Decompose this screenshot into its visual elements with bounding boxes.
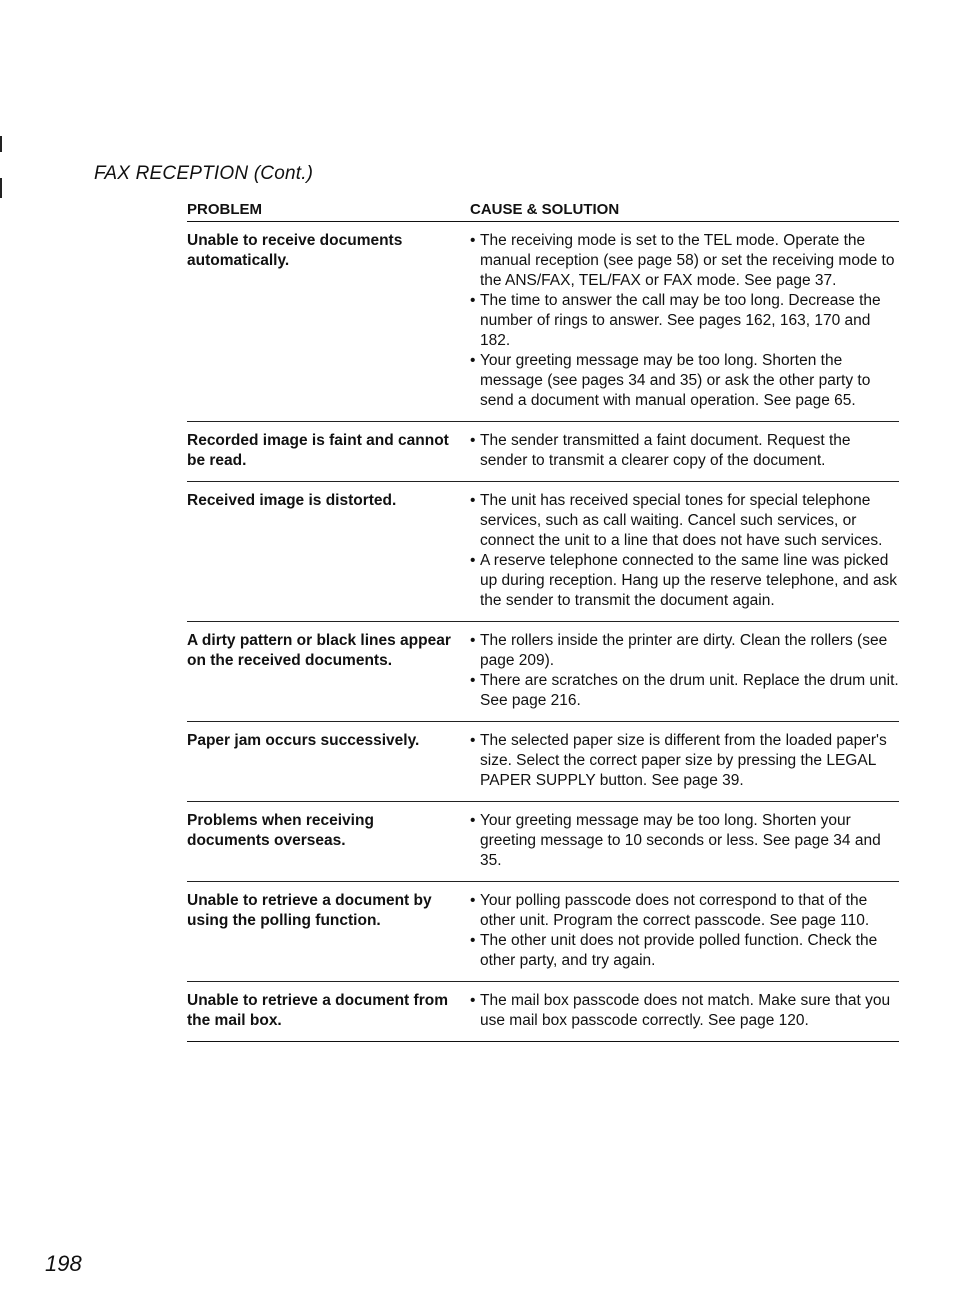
problem-text: Unable to retrieve a document from the mail box. xyxy=(187,992,448,1029)
cause-item: • The sender transmitted a faint document. Request the sender to transmit a clearer copy of the document. xyxy=(470,431,899,471)
cause-item: • There are scratches on the drum unit. Replace the drum unit. See page 216. xyxy=(470,671,899,711)
problem-text: Unable to receive documents automatically. xyxy=(187,232,403,269)
cause-list xyxy=(470,891,899,971)
problem-text: Unable to retrieve a document by using the polling function. xyxy=(187,892,432,929)
table-row xyxy=(187,482,899,622)
cause-list xyxy=(470,811,899,871)
table-row xyxy=(187,802,899,882)
table-row xyxy=(187,882,899,982)
cause-column-header: CAUSE & SOLUTION xyxy=(470,201,620,218)
table-row xyxy=(187,622,899,722)
table-row xyxy=(187,222,899,422)
cause-list xyxy=(470,491,899,611)
problem-text: Paper jam occurs successively. xyxy=(187,732,420,749)
cause-item: • The receiving mode is set to the TEL mode. Operate the manual reception (see page 58) or set the receiving mode to the ANS/FAX, TEL/FAX or FAX mode. See page 37. xyxy=(470,231,899,291)
cause-item: • The other unit does not provide polled function. Check the other party, and try again. xyxy=(470,931,899,971)
problem-text: Problems when receiving documents overseas. xyxy=(187,812,374,849)
cause-item: • The rollers inside the printer are dirty. Clean the rollers (see page 209). xyxy=(470,631,899,671)
scan-edge-mark xyxy=(0,178,2,198)
cause-item: • The time to answer the call may be too long. Decrease the number of rings to answer. See pages 162, 163, 170 and 182. xyxy=(470,291,899,351)
table-header xyxy=(187,199,899,222)
table-row xyxy=(187,982,899,1042)
cause-item: • A reserve telephone connected to the same line was picked up during reception. Hang up the reserve telephone, and ask the sender to transmit the document again. xyxy=(470,551,899,611)
problem-text: Received image is distorted. xyxy=(187,492,397,509)
troubleshooting-table xyxy=(187,199,899,1042)
cause-list xyxy=(470,231,899,411)
table-row xyxy=(187,422,899,482)
cause-item: • Your polling passcode does not correspond to that of the other unit. Program the correct passcode. See page 110. xyxy=(470,891,899,931)
problem-column-header: PROBLEM xyxy=(187,201,262,218)
page-number: 198 xyxy=(45,1251,82,1276)
table-row xyxy=(187,722,899,802)
cause-item: • Your greeting message may be too long. Shorten your greeting message to 10 seconds or less. See page 34 and 35. xyxy=(470,811,899,871)
problem-text: A dirty pattern or black lines appear on the received documents. xyxy=(187,632,451,669)
section-title: FAX RECEPTION (Cont.) xyxy=(94,163,314,184)
cause-list xyxy=(470,991,899,1031)
cause-item: • The selected paper size is different from the loaded paper's size. Select the correct paper size by pressing the LEGAL PAPER SUPPLY button. See page 39. xyxy=(470,731,899,791)
table-body xyxy=(187,222,899,1042)
cause-list xyxy=(470,631,899,711)
cause-item: • The mail box passcode does not match. Make sure that you use mail box passcode correctly. See page 120. xyxy=(470,991,899,1031)
cause-item: • The unit has received special tones for special telephone services, such as call waiting. Cancel such services, or connect the unit to a line that does not have such services. xyxy=(470,491,899,551)
cause-item: • Your greeting message may be too long. Shorten the message (see pages 34 and 35) or ask the other party to send a document with manual operation. See page 65. xyxy=(470,351,899,411)
cause-list xyxy=(470,731,899,791)
cause-list xyxy=(470,431,899,471)
scan-edge-mark xyxy=(0,136,2,152)
problem-text: Recorded image is faint and cannot be read. xyxy=(187,432,449,469)
